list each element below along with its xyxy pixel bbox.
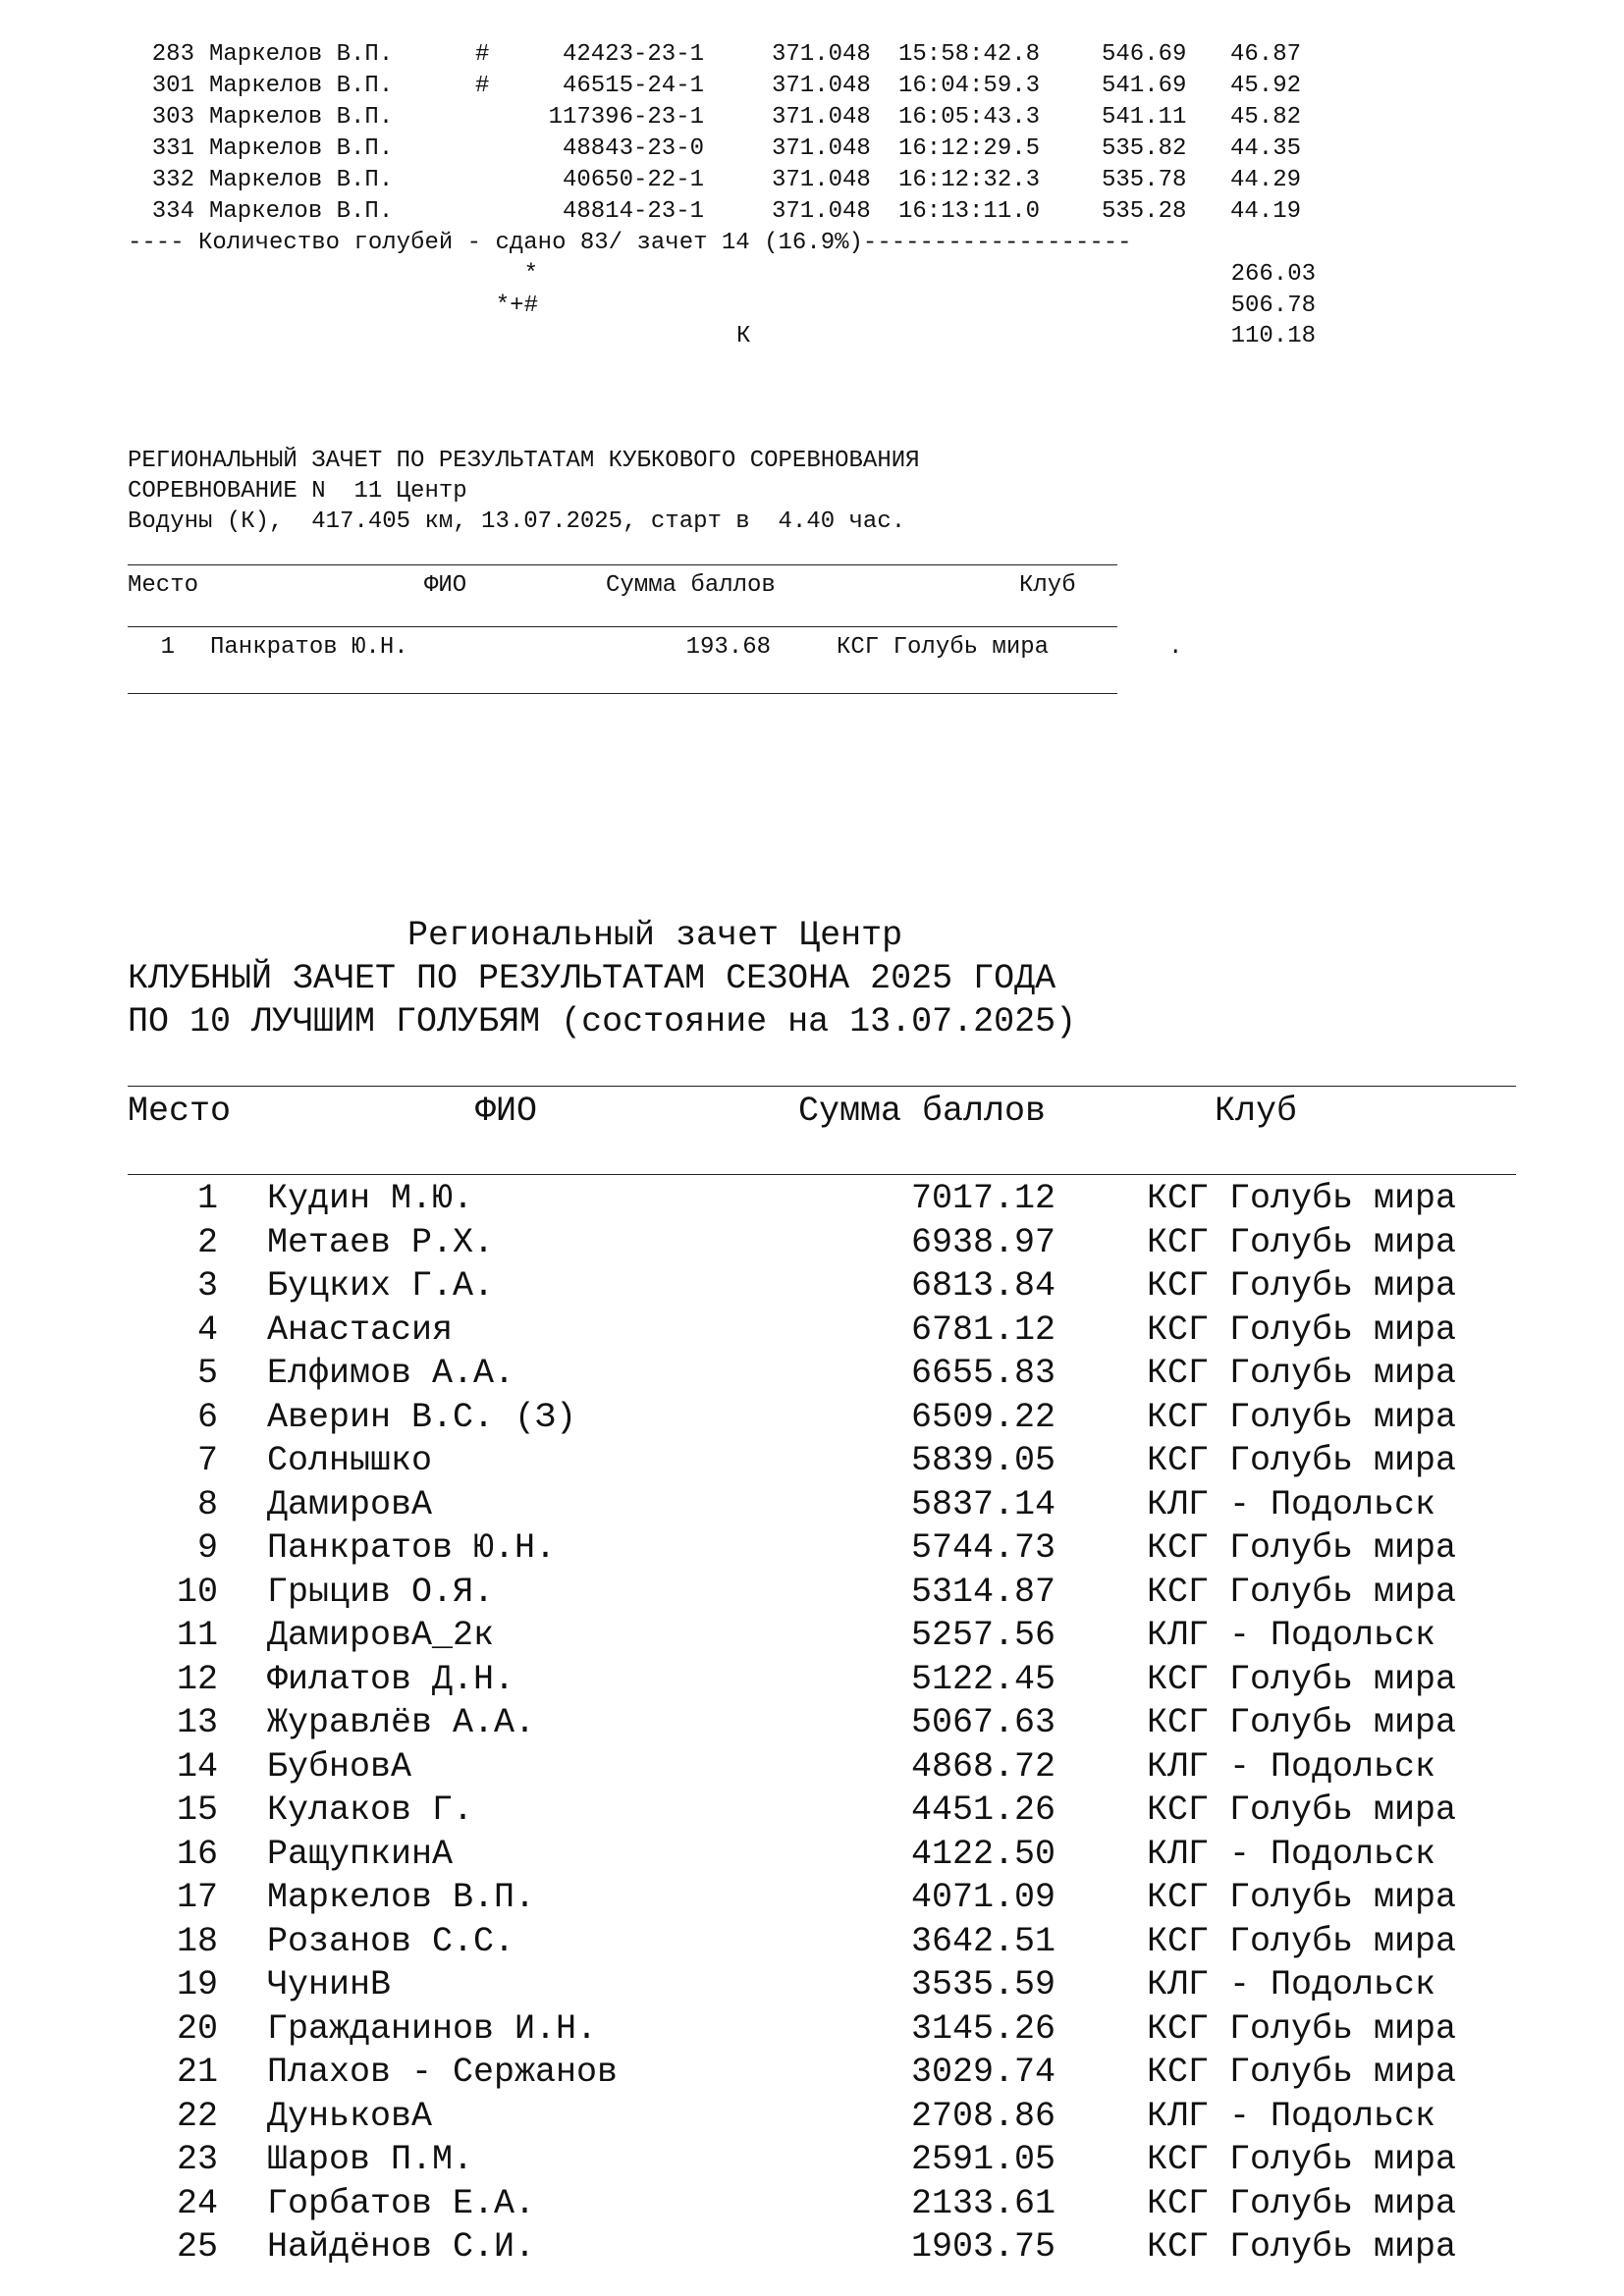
score-sum: 2708.86 [910,2096,1056,2136]
member-name: Грыцив О.Я. [267,1572,495,1612]
points: 45.82 [1230,104,1302,131]
place: 15 [176,1790,218,1830]
place: 2 [196,1222,218,1262]
breeder-name: Маркелов В.П. [209,73,394,99]
points: 45.92 [1230,73,1302,99]
score-sum: 5839.05 [910,1441,1056,1480]
cup-row-sum: 193.68 [685,634,771,661]
place: 6 [196,1397,218,1437]
distance: 371.048 [772,167,871,193]
member-name: Маркелов В.П. [267,1878,536,1917]
speed: 541.69 [1102,73,1187,99]
pigeon-number: 334 [151,198,194,225]
breeder-name: Маркелов В.П. [209,198,394,225]
member-name: Филатов Д.Н. [267,1659,515,1699]
score-sum: 6781.12 [910,1309,1056,1350]
member-name: ДамировА_2к [267,1616,495,1655]
club-name: КСГ Голубь мира [1147,2053,1457,2092]
divider [128,1174,1516,1175]
member-name: Солнышко [267,1441,433,1480]
ring-number: 40650-22-1 [562,167,704,193]
pigeon-mark: # [475,73,490,99]
season-header-club: Клуб [1215,1092,1298,1131]
member-name: ДуньковА [267,2096,433,2136]
club-name: КСГ Голубь мира [1147,1659,1457,1699]
place: 16 [176,1834,218,1874]
place: 19 [176,1965,218,2004]
arrival-time: 16:12:29.5 [898,135,1041,162]
total-symbol: *+# [495,293,538,319]
distance: 371.048 [772,41,871,68]
score-sum: 5067.63 [910,1703,1056,1742]
total-symbol: * [523,261,538,288]
club-name: КСГ Голубь мира [1147,1441,1457,1480]
member-name: Анастасия [267,1309,454,1350]
divider [128,564,1117,565]
score-sum: 4868.72 [910,1746,1056,1787]
score-sum: 6655.83 [910,1354,1056,1393]
season-subtitle: ПО 10 ЛУЧШИМ ГОЛУБЯМ (состояние на 13.07.2025) [128,1002,1077,1041]
cup-row-name: Панкратов Ю.Н. [210,634,408,661]
club-name: КСГ Голубь мира [1147,1179,1457,1218]
cup-header-place: Место [128,572,199,599]
member-name: Буцких Г.А. [267,1266,495,1306]
club-name: КСГ Голубь мира [1147,1309,1457,1350]
score-sum: 4451.26 [910,1790,1056,1830]
season-title: Региональный зачет Центр [407,916,903,955]
score-sum: 3535.59 [910,1965,1056,2004]
cup-title: РЕГИОНАЛЬНЫЙ ЗАЧЕТ ПО РЕЗУЛЬТАТАМ КУБКОВОГО СОРЕВНОВАНИЯ [128,448,920,474]
club-name: КСГ Голубь мира [1147,1878,1457,1917]
speed: 546.69 [1102,41,1187,68]
member-name: Кулаков Г. [267,1790,474,1830]
arrival-time: 15:58:42.8 [898,41,1041,68]
cup-row-place: 1 [160,634,175,661]
ring-number: 46515-24-1 [562,73,704,99]
score-sum: 6509.22 [910,1397,1056,1437]
place: 23 [176,2140,218,2179]
member-name: РащупкинА [267,1834,454,1874]
points: 44.19 [1230,198,1302,225]
points: 44.35 [1230,135,1302,162]
pigeon-number: 283 [151,41,194,68]
place: 14 [176,1746,218,1787]
score-sum: 5314.87 [910,1572,1056,1612]
total-value: 110.18 [1230,323,1316,349]
score-sum: 6813.84 [910,1266,1056,1306]
club-name: КЛГ - Подольск [1147,1746,1436,1787]
speed: 541.11 [1102,104,1187,131]
ring-number: 42423-23-1 [562,41,704,68]
club-name: КЛГ - Подольск [1147,1616,1436,1655]
score-sum: 3029.74 [910,2053,1056,2092]
place: 24 [176,2183,218,2223]
club-name: КСГ Голубь мира [1147,1703,1457,1742]
place: 4 [196,1309,218,1350]
pigeon-number: 331 [151,135,194,162]
club-name: КСГ Голубь мира [1147,1572,1457,1612]
place: 10 [176,1572,218,1612]
arrival-time: 16:12:32.3 [898,167,1041,193]
cup-header-club: Клуб [1019,572,1076,599]
place: 9 [196,1528,218,1568]
speed: 535.82 [1102,135,1187,162]
distance: 371.048 [772,104,871,131]
club-name: КСГ Голубь мира [1147,2227,1457,2267]
speed: 535.78 [1102,167,1187,193]
divider [128,693,1117,694]
place: 18 [176,1921,218,1961]
distance: 371.048 [772,198,871,225]
score-sum: 4071.09 [910,1878,1056,1917]
distance: 371.048 [772,135,871,162]
total-symbol: К [736,323,751,349]
divider [128,626,1117,627]
place: 17 [176,1878,218,1917]
member-name: Аверин В.С. (З) [267,1397,577,1437]
cup-row-note: . [1168,634,1183,661]
arrival-time: 16:04:59.3 [898,73,1041,99]
score-sum: 7017.12 [910,1179,1056,1218]
score-sum: 1903.75 [910,2227,1056,2267]
club-name: КСГ Голубь мира [1147,2008,1457,2049]
points: 44.29 [1230,167,1302,193]
member-name: Метаев Р.Х. [267,1222,495,1262]
place: 20 [176,2008,218,2049]
member-name: Горбатов Е.А. [267,2183,536,2223]
score-sum: 5744.73 [910,1528,1056,1568]
place: 13 [176,1703,218,1742]
member-name: Гражданинов И.Н. [267,2008,598,2049]
member-name: Журавлёв А.А. [267,1703,536,1742]
points: 46.87 [1230,41,1302,68]
place: 8 [196,1484,218,1524]
total-value: 266.03 [1230,261,1316,288]
season-header-sum: Сумма баллов [798,1092,1047,1131]
club-name: КЛГ - Подольск [1147,1484,1436,1524]
place: 21 [176,2053,218,2092]
breeder-name: Маркелов В.П. [209,104,394,131]
club-name: КСГ Голубь мира [1147,1921,1457,1961]
club-name: КСГ Голубь мира [1147,1222,1457,1262]
place: 11 [176,1616,218,1655]
total-value: 506.78 [1230,293,1316,319]
pigeon-number: 301 [151,73,194,99]
score-sum: 6938.97 [910,1222,1056,1262]
season-header-name: ФИО [475,1092,538,1131]
score-sum: 5122.45 [910,1659,1056,1699]
place: 7 [196,1441,218,1480]
place: 5 [196,1354,218,1393]
cup-row-club: КСГ Голубь мира [837,634,1050,661]
pigeon-summary-line: ---- Количество голубей - сдано 83/ зачет 14 (16.9%)------------------- [128,230,1132,256]
club-name: КСГ Голубь мира [1147,1528,1457,1568]
arrival-time: 16:13:11.0 [898,198,1041,225]
place: 22 [176,2096,218,2136]
cup-competition: СОРЕВНОВАНИЕ N 11 Центр [128,478,467,505]
pigeon-number: 303 [151,104,194,131]
distance: 371.048 [772,73,871,99]
member-name: Шаров П.М. [267,2140,474,2179]
pigeon-number: 332 [151,167,194,193]
cup-header-name: ФИО [424,572,467,599]
cup-details: Водуны (К), 417.405 км, 13.07.2025, старт в 4.40 час. [128,508,906,535]
member-name: Кудин М.Ю. [267,1179,474,1218]
breeder-name: Маркелов В.П. [209,41,394,68]
club-name: КСГ Голубь мира [1147,2183,1457,2223]
place: 3 [196,1266,218,1306]
member-name: ЧунинВ [267,1965,392,2004]
club-name: КЛГ - Подольск [1147,1834,1436,1874]
speed: 535.28 [1102,198,1187,225]
club-name: КЛГ - Подольск [1147,1965,1436,2004]
season-header-place: Место [128,1092,232,1131]
score-sum: 3145.26 [910,2008,1056,2049]
club-name: КСГ Голубь мира [1147,1266,1457,1306]
breeder-name: Маркелов В.П. [209,135,394,162]
ring-number: 48843-23-0 [562,135,704,162]
club-name: КЛГ - Подольск [1147,2096,1436,2136]
ring-number: 48814-23-1 [562,198,704,225]
score-sum: 4122.50 [910,1834,1056,1874]
score-sum: 2591.05 [910,2140,1056,2179]
member-name: Плахов - Сержанов [267,2053,619,2092]
season-subtitle: КЛУБНЫЙ ЗАЧЕТ ПО РЕЗУЛЬТАТАМ СЕЗОНА 2025 ГОДА [128,959,1056,998]
club-name: КСГ Голубь мира [1147,2140,1457,2179]
score-sum: 2133.61 [910,2183,1056,2223]
member-name: ДамировА [267,1484,433,1524]
score-sum: 5257.56 [910,1616,1056,1655]
club-name: КСГ Голубь мира [1147,1790,1457,1830]
member-name: Панкратов Ю.Н. [267,1528,557,1568]
place: 12 [176,1659,218,1699]
score-sum: 3642.51 [910,1921,1056,1961]
breeder-name: Маркелов В.П. [209,167,394,193]
club-name: КСГ Голубь мира [1147,1397,1457,1437]
member-name: Найдёнов С.И. [267,2227,536,2267]
arrival-time: 16:05:43.3 [898,104,1041,131]
ring-number: 117396-23-1 [548,104,704,131]
member-name: Розанов С.С. [267,1921,515,1961]
pigeon-mark: # [475,41,490,68]
score-sum: 5837.14 [910,1484,1056,1524]
cup-header-sum: Сумма баллов [606,572,776,599]
member-name: Елфимов А.А. [267,1354,515,1393]
club-name: КСГ Голубь мира [1147,1354,1457,1393]
place: 1 [196,1179,218,1218]
member-name: БубновА [267,1746,412,1787]
divider [128,1086,1516,1087]
place: 25 [176,2227,218,2267]
